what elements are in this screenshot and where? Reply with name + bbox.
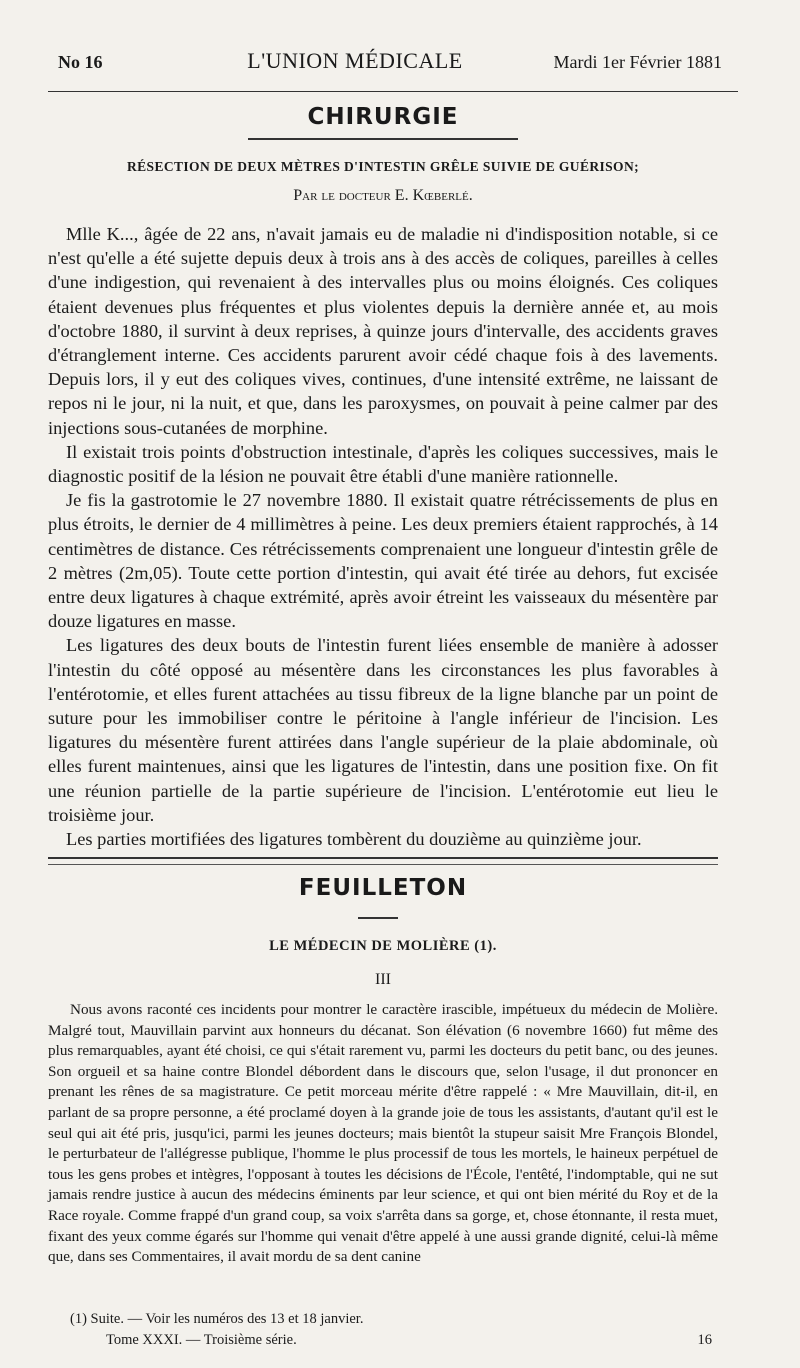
volume-info: Tome XXXI. — Troisième série.	[106, 1332, 297, 1348]
paragraph: Les parties mortifiées des ligatures tombèrent du douzième au quinzième jour.	[66, 829, 642, 850]
chirurgie-body	[48, 222, 718, 851]
byline: Par le docteur E. Kœberlé.	[293, 187, 473, 204]
paragraph: Mlle K..., âgée de 22 ans, n'avait jamais eu de maladie ni d'indisposition notable, si ce n'est qu'elle a été sujette depuis deux à trois ans à des accès de coliques, pareilles à celles d'une indigestion, qui revenaient à des intervalles plus ou moins éloignés. Ces coliques étaient devenues plus fréquentes et plus violentes depuis la dernière année et, au mois d'octobre 1880, il survint à deux reprises, à quinze jours d'intervalle, des accidents graves d'étranglement interne. Ces accidents parurent avoir cédé chaque fois à des lavements. Depuis lors, il y eut des coliques vives, continues, d'une intensité extrême, ne laissant de repos ni le jour, ni la nuit, et que, dans les paroxysmes, on pouvait à peine calmer par des injections sous-cutanées de morphine.	[48, 224, 718, 438]
issue-date: Mardi 1er Février 1881	[553, 52, 722, 72]
feuilleton-body	[48, 1000, 718, 1268]
paragraph: Nous avons raconté ces incidents pour montrer le caractère irascible, impétueux du médecin de Molière. Malgré tout, Mauvillain parvint aux honneurs du décanat. Son élévation (6 novembre 1660) fut même des plus remarquables, ayant été choisi, ce qui s'était rarement vu, parmi les docteurs du petit banc, ou des jeunes. Son orgueil et sa haine contre Blondel débordent dans le discours que, selon l'usage, il dut prononcer en prenant les rênes de sa magistrature. Ce petit morceau mérite d'être rappelé : « Mre Mauvillain, dit-il, en parlant de sa propre personne, a été proclamé doyen à la grande joie de tous les assistants, d'autant qu'il est le seul qui ait été pris, jusqu'ici, parmi les jeunes docteurs; mais bientôt la stupeur saisit Mre François Blondel, le perturbateur de l'allégresse publique, l'homme le plus processif de tous les mortels, le haineux perpétuel de tous les gens probes et intègres, l'opposant à toutes les décisions de l'École, l'entêté, l'indomptable, qui ne sut jamais rendre justice à aucun des médecins éminents par leur science, et qui ont bien mérité du Roy et de la Race royale. Comme frappé d'un grand coup, sa voix s'arrêta dans sa gorge, et, chose étonnante, il resta muet, fixant des yeux comme égarés sur l'homme qui venait d'être appelé à une aussi grande dignité, celui-là même que, dans ses Commentaires, il avait mordu de sa dent canine	[48, 1001, 718, 1266]
newspaper-page	[48, 0, 722, 1368]
journal-title: L'UNION MÉDICALE	[247, 48, 463, 73]
footnote: (1) Suite. — Voir les numéros des 13 et 18 janvier.	[70, 1311, 364, 1327]
paragraph: Il existait trois points d'obstruction intestinale, d'après les coliques successives, mais le diagnostic positif de la lésion ne pouvait être établi d'une manière rationnelle.	[48, 441, 718, 487]
chapter-number: III	[375, 971, 391, 988]
feuilleton-underline	[358, 917, 398, 919]
issue-number: No 16	[58, 52, 103, 72]
section-title-chirurgie: CHIRURGIE	[307, 104, 459, 130]
running-head	[58, 48, 722, 78]
feuilleton-divider	[48, 857, 718, 865]
page-footer	[48, 1310, 718, 1350]
header-rule	[48, 91, 738, 92]
feuilleton-title: LE MÉDECIN DE MOLIÈRE (1).	[269, 938, 497, 954]
section-title-underline	[248, 138, 518, 140]
section-title-feuilleton: FEUILLETON	[298, 875, 468, 901]
page-number: 16	[697, 1332, 712, 1348]
paragraph: Les ligatures des deux bouts de l'intestin furent liées ensemble de manière à adosser l'intestin du côté opposé au mésentère dans les circonstances les plus favorables à l'entérotomie, et elles furent attachées au tissu fibreux de la ligne blanche par un point de suture pour les immobiliser contre le péritoine à l'angle inférieur de l'incision. Les ligatures du mésentère furent attirées dans l'angle supérieur de la plaie abdominale, où elles furent maintenues, ainsi que les ligatures de l'intestin, dans une position fixe. On fit une réunion partielle de la partie supérieure de l'incision. L'entérotomie eut lieu le troisième jour.	[48, 635, 718, 825]
article-title: RÉSECTION DE DEUX MÈTRES D'INTESTIN GRÊLE SUIVIE DE GUÉRISON;	[126, 159, 639, 174]
paragraph: Je fis la gastrotomie le 27 novembre 1880. Il existait quatre rétrécissements de plus en plus étroits, le dernier de 4 millimètres à peine. Les deux premiers étaient rapprochés, à 14 centimètres de distance. Ces rétrécissements comprenaient une longueur d'intestin grêle de 2 mètres (2m,05). Toute cette portion d'intestin, qui avait été tirée au dehors, fut excisée entre deux ligatures à chaque extrémité, après avoir étreint les vaisseaux du mésentère par douze ligatures en masse.	[48, 490, 718, 632]
